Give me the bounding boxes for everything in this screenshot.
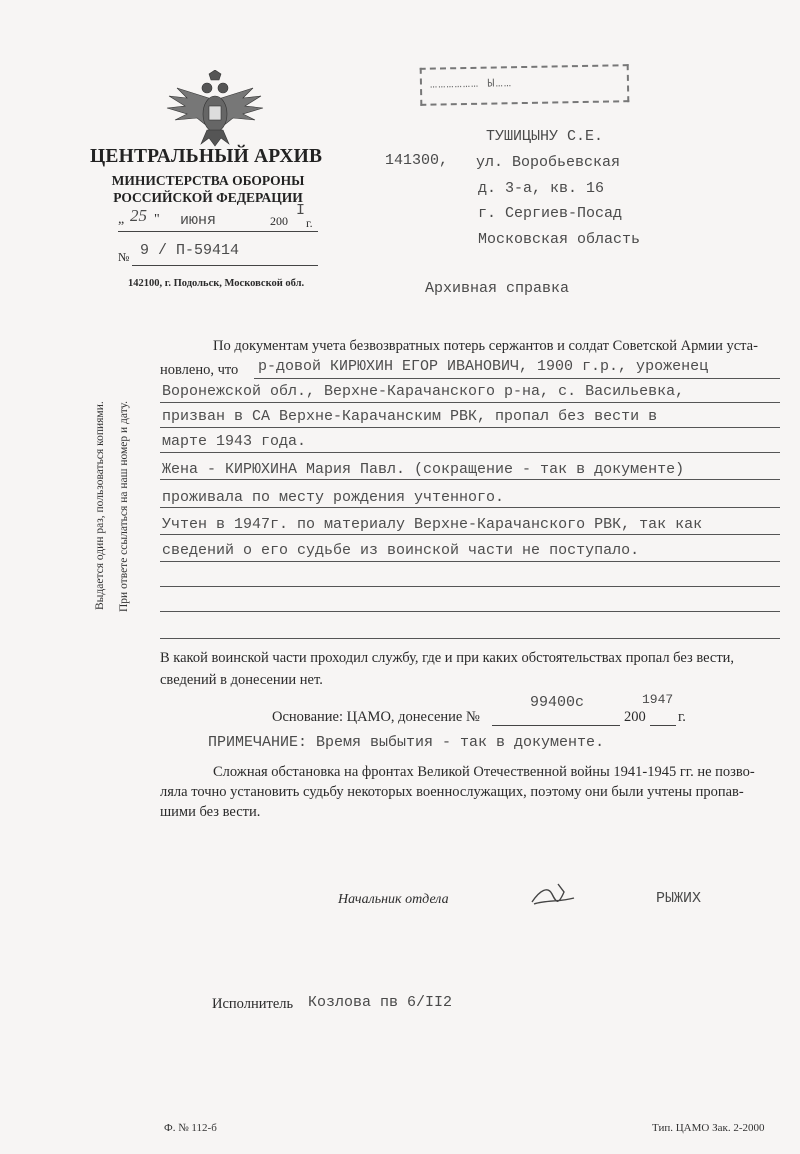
print-info: Тип. ЦАМО Зак. 2-2000 <box>652 1122 765 1134</box>
date-month: июня <box>180 212 217 229</box>
note-line: ПРИМЕЧАНИЕ: Время выбытия - так в документе. <box>208 734 605 751</box>
recipient-name: ТУШИЦЫНУ С.Е. <box>486 128 604 145</box>
typed-line-6: проживала по месту рождения учтенного. <box>162 489 505 506</box>
typed-line-7: Учтен в 1947г. по материалу Верхне-Карачанского РВК, так как <box>162 516 703 533</box>
basis-year: 1947 <box>642 692 674 707</box>
signatory-name: РЫЖИХ <box>656 890 702 907</box>
number-label: № <box>118 250 130 264</box>
basis-number: 99400с <box>530 694 585 711</box>
date-year-suffix: I <box>296 202 306 219</box>
date-year-unit: г. <box>306 216 313 230</box>
typed-line-5: Жена - КИРЮХИНА Мария Павл. (сокращение - так в документе) <box>162 461 685 478</box>
basis-year-unit: г. <box>678 709 686 725</box>
basis-year-prefix: 200 <box>624 709 646 725</box>
closing-line-3: шими без вести. <box>160 804 261 820</box>
recipient-house: д. 3-а, кв. 16 <box>478 180 605 197</box>
executor-label: Исполнитель <box>212 996 294 1012</box>
basis-label: Основание: ЦАМО, донесение № <box>272 709 480 725</box>
recipient-street: ул. Воробьевская <box>476 154 621 171</box>
typed-line-3: призван в СА Верхне-Карачанским РВК, пропал без вести в <box>162 408 658 425</box>
handwritten-signature <box>528 880 578 910</box>
archive-address: 142100, г. Подольск, Московской обл. <box>128 278 305 289</box>
recipient-index: 141300, <box>385 152 449 169</box>
typed-line-1: р-довой КИРЮХИН ЕГОР ИВАНОВИЧ, 1900 г.р., уроженец <box>258 358 709 375</box>
recipient-city: г. Сергиев-Посад <box>478 205 623 222</box>
date-year-prefix: 200 <box>270 214 288 228</box>
intro-line-1: По документам учета безвозвратных потерь сержантов и солдат Советской Армии уста- <box>213 338 758 354</box>
stamp-text: ……………… Ы…… <box>429 76 513 92</box>
unit-line-1: В какой воинской части проходил службу, где и при каких обстоятельствах пропал без вести, <box>160 650 735 666</box>
ministry-line-1: МИНИСТЕРСТВА ОБОРОНЫ <box>111 173 305 188</box>
typed-line-4: марте 1943 года. <box>162 433 307 450</box>
archive-name: ЦЕНТРАЛЬНЫЙ АРХИВ <box>90 146 323 167</box>
side-note-copies: Выдается один раз, пользоваться копиями. <box>94 401 106 610</box>
issue-date-row <box>118 202 318 232</box>
reference-number: 9 / П-59414 <box>140 242 240 259</box>
executor-value: Козлова пв 6/II2 <box>308 994 453 1011</box>
signatory-title: Начальник отдела <box>338 892 449 907</box>
date-day: 25 <box>130 206 147 225</box>
closing-line-2: ляла точно установить судьбу некоторых военнослужащих, поэтому они были учтены пропав- <box>160 784 744 800</box>
eagle-emblem-icon <box>157 70 273 150</box>
date-close-quote: " <box>154 212 160 227</box>
unit-line-2: сведений в донесении нет. <box>160 672 323 688</box>
ministry-line-2: РОССИЙСКОЙ ФЕДЕРАЦИИ <box>113 190 303 205</box>
typed-line-8: сведений о его судьбе из воинской части не поступало. <box>162 542 640 559</box>
form-number: Ф. № 112-б <box>164 1122 217 1134</box>
recipient-region: Московская область <box>478 231 641 248</box>
date-open-quote: „ <box>118 212 125 227</box>
stamp <box>420 64 630 106</box>
document-title: Архивная справка <box>425 280 570 297</box>
closing-line-1: Сложная обстановка на фронтах Великой Отечественной войны 1941-1945 гг. не позво- <box>213 764 755 780</box>
intro-line-2: новлено, что <box>160 362 239 378</box>
ministry-name <box>90 172 326 206</box>
typed-line-2: Воронежской обл., Верхне-Карачанского р-на, с. Васильевка, <box>162 383 685 400</box>
side-note-reference: При ответе ссылаться на наш номер и дату. <box>118 400 130 612</box>
reference-number-row <box>118 244 318 266</box>
